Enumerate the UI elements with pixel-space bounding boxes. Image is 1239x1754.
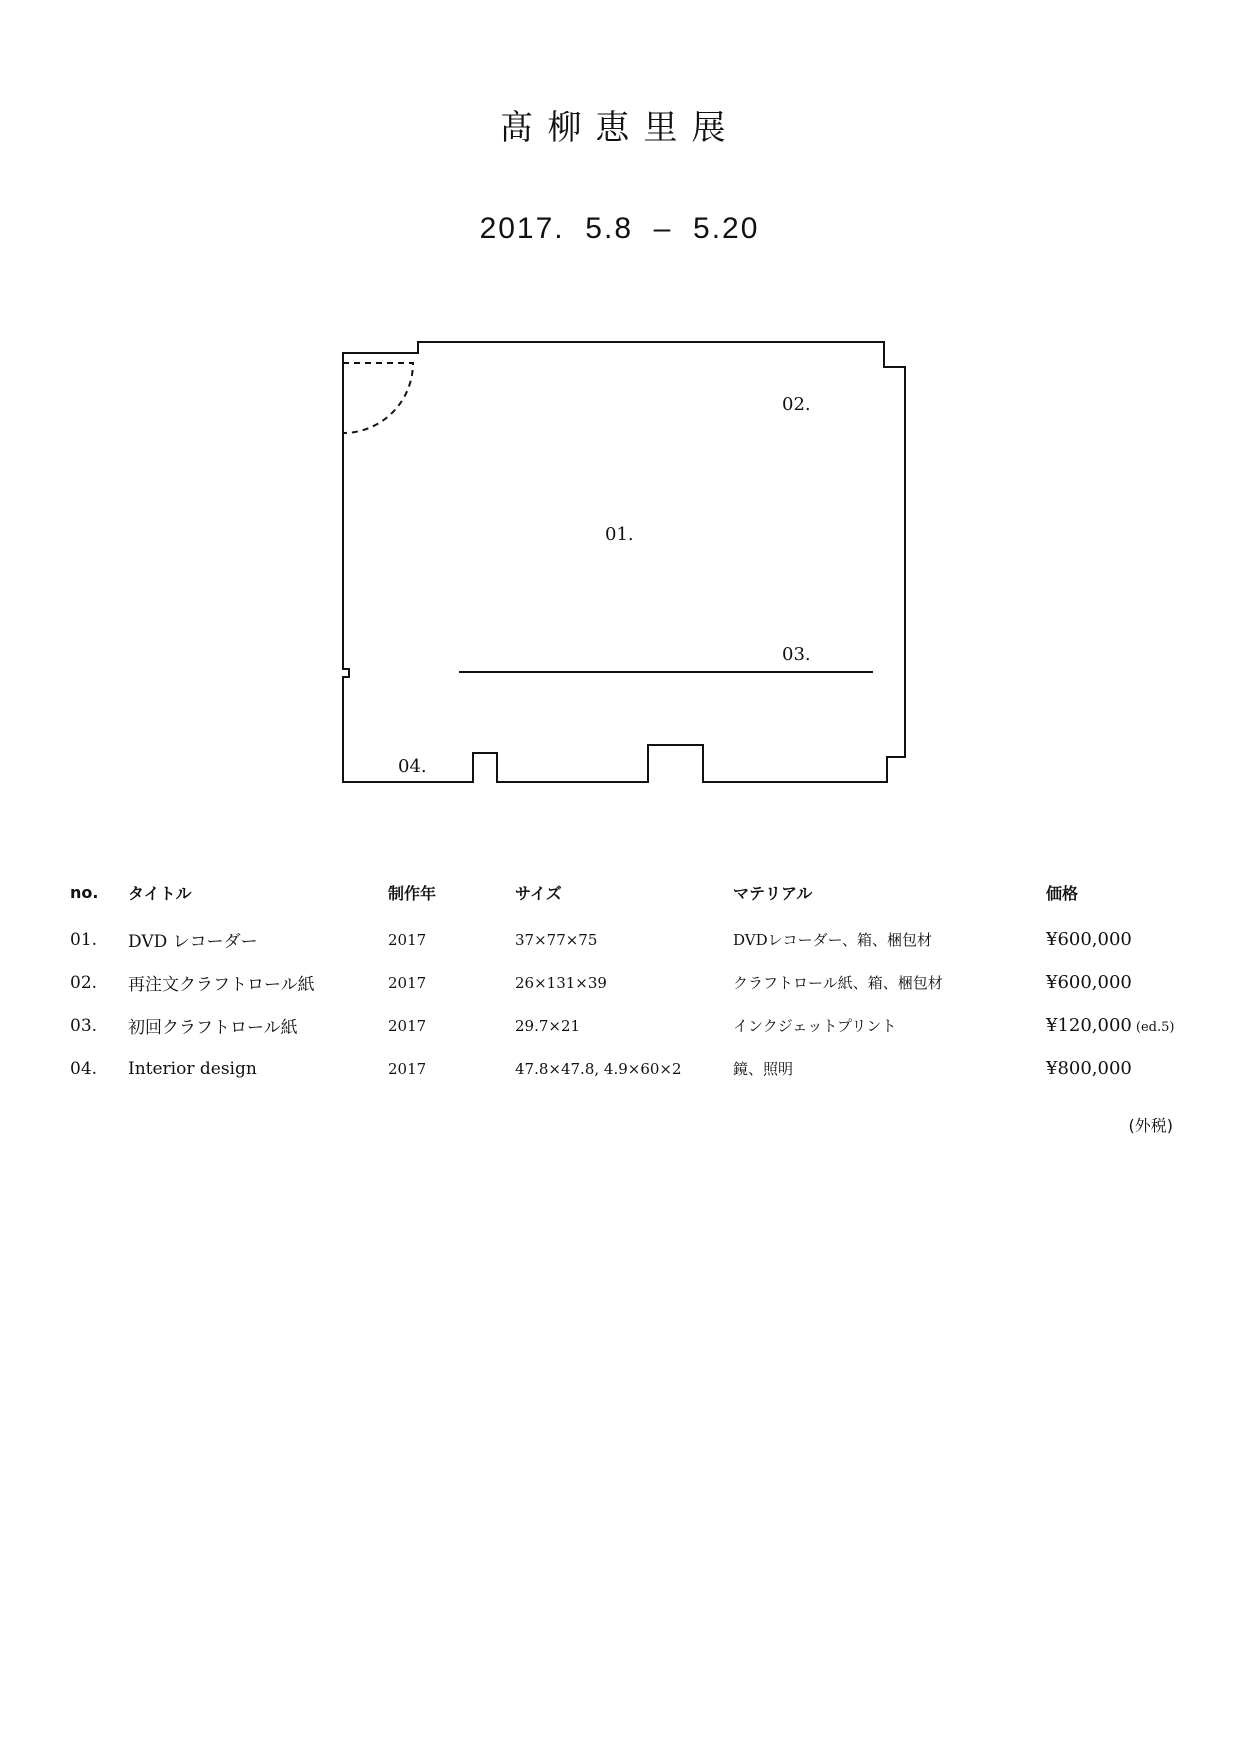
exhibition-title: 髙柳恵里展 — [499, 108, 740, 148]
cell-no: 04. — [70, 1058, 98, 1079]
cell-size: 29.7×21 — [515, 1016, 581, 1035]
works-table — [70, 880, 1180, 1090]
exhibition-dates: 2017. 5.8 – 5.20 — [479, 212, 760, 245]
cell-material: 鏡、照明 — [733, 1060, 794, 1078]
header-title: タイトル — [128, 883, 192, 903]
tax-note: (外税) — [1128, 1116, 1173, 1135]
cell-year: 2017 — [388, 973, 427, 992]
floor-plan-outer-wall — [343, 342, 905, 782]
header-material: マテリアル — [733, 883, 813, 903]
area-label-03: 03. — [782, 644, 811, 665]
cell-year: 2017 — [388, 1059, 427, 1078]
table-row — [70, 1047, 1180, 1090]
table-header-row — [70, 880, 1180, 918]
cell-year: 2017 — [388, 1016, 427, 1035]
cell-size: 26×131×39 — [515, 973, 607, 992]
cell-price — [1046, 961, 1180, 1004]
cell-no: 02. — [70, 972, 98, 993]
header-no: no. — [70, 882, 99, 902]
price-value: ¥600,000 — [1046, 972, 1132, 993]
area-label-04: 04. — [398, 756, 427, 777]
table-row — [70, 1004, 1180, 1047]
header-year: 制作年 — [388, 883, 437, 903]
cell-price — [1046, 918, 1180, 961]
header-size: サイズ — [515, 883, 562, 903]
area-label-01: 01. — [605, 524, 634, 545]
cell-size: 37×77×75 — [515, 930, 598, 949]
edition-note: (ed.5) — [1135, 1020, 1175, 1035]
cell-no: 03. — [70, 1015, 98, 1036]
cell-material: クラフトロール紙、箱、梱包材 — [733, 974, 943, 992]
cell-no: 01. — [70, 929, 98, 950]
cell-year: 2017 — [388, 930, 427, 949]
price-value: ¥800,000 — [1046, 1058, 1132, 1079]
cell-title: DVD レコーダー — [128, 932, 258, 952]
cell-size: 47.8×47.8, 4.9×60×2 — [515, 1059, 682, 1078]
cell-title: 再注文クラフトロール紙 — [128, 975, 315, 995]
price-value: ¥600,000 — [1046, 929, 1132, 950]
header-price: 価格 — [1046, 883, 1079, 903]
cell-title: Interior design — [128, 1058, 257, 1079]
floor-plan — [0, 0, 1239, 800]
cell-price — [1046, 1004, 1180, 1047]
door-swing — [343, 363, 413, 433]
cell-price — [1046, 1047, 1180, 1090]
cell-title: 初回クラフトロール紙 — [128, 1018, 298, 1038]
table-row — [70, 961, 1180, 1004]
area-label-02: 02. — [782, 394, 811, 415]
cell-material: インクジェットプリント — [733, 1017, 897, 1035]
price-value: ¥120,000 — [1046, 1015, 1132, 1036]
cell-material: DVDレコーダー、箱、梱包材 — [733, 931, 933, 949]
table-row — [70, 918, 1180, 961]
